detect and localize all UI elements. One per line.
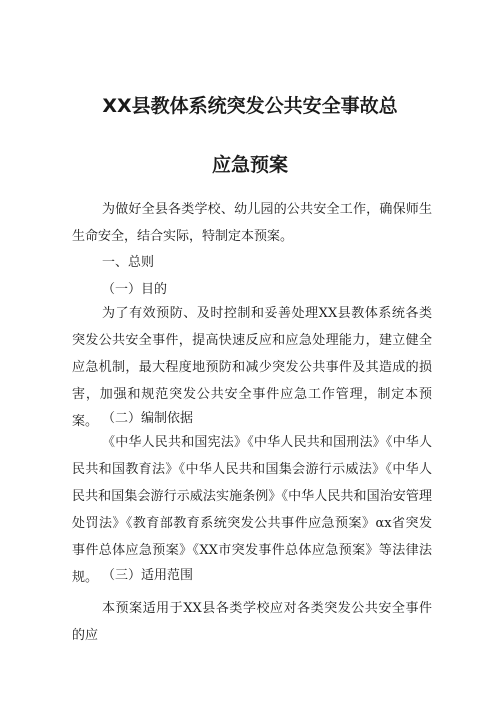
subsection-heading-basis: （二）编制依据 <box>102 411 194 426</box>
subsection-heading-scope: （三）适用范围 <box>102 568 194 583</box>
basis-paragraph: 《中华人民共和国宪法》《中华人民共和国刑法》《中华人民共和国教育法》《中华人民共和国集会游行示威法》《中华人民共和国集会游行示威法实施条例》《中华人民共和国治安管理处罚法》《教育部教育系统突发公共事件应急预案》αx省突发事件总体应急预案》《XX市突发事件总体应急预案》等法律法规。 <box>72 435 432 585</box>
section-heading-general: 一、总则 <box>102 255 155 270</box>
scope-paragraph: 本预案适用于XX县各类学校应对各类突发公共安全事件的应 <box>72 601 432 643</box>
purpose-paragraph: 为了有效预防、及时控制和妥善处理XX县教体系统各类突发公共安全事件，提高快速反应和应急处理能力，建立健全应急机制，最大程度地预防和减少突发公共事件及其造成的损害，加强和规范突发公共安全事件应急工作管理，制定本预案。 <box>72 306 432 429</box>
document-title-line-2: 应急预案 <box>211 154 288 176</box>
document-title-line-1: XX县教体系统突发公共安全事故总 <box>102 95 398 117</box>
intro-paragraph: 为做好全县各类学校、幼儿园的公共安全工作，确保师生生命安全，结合实际，特制定本预案。 <box>72 202 432 244</box>
subsection-heading-purpose: （一）目的 <box>102 282 168 297</box>
